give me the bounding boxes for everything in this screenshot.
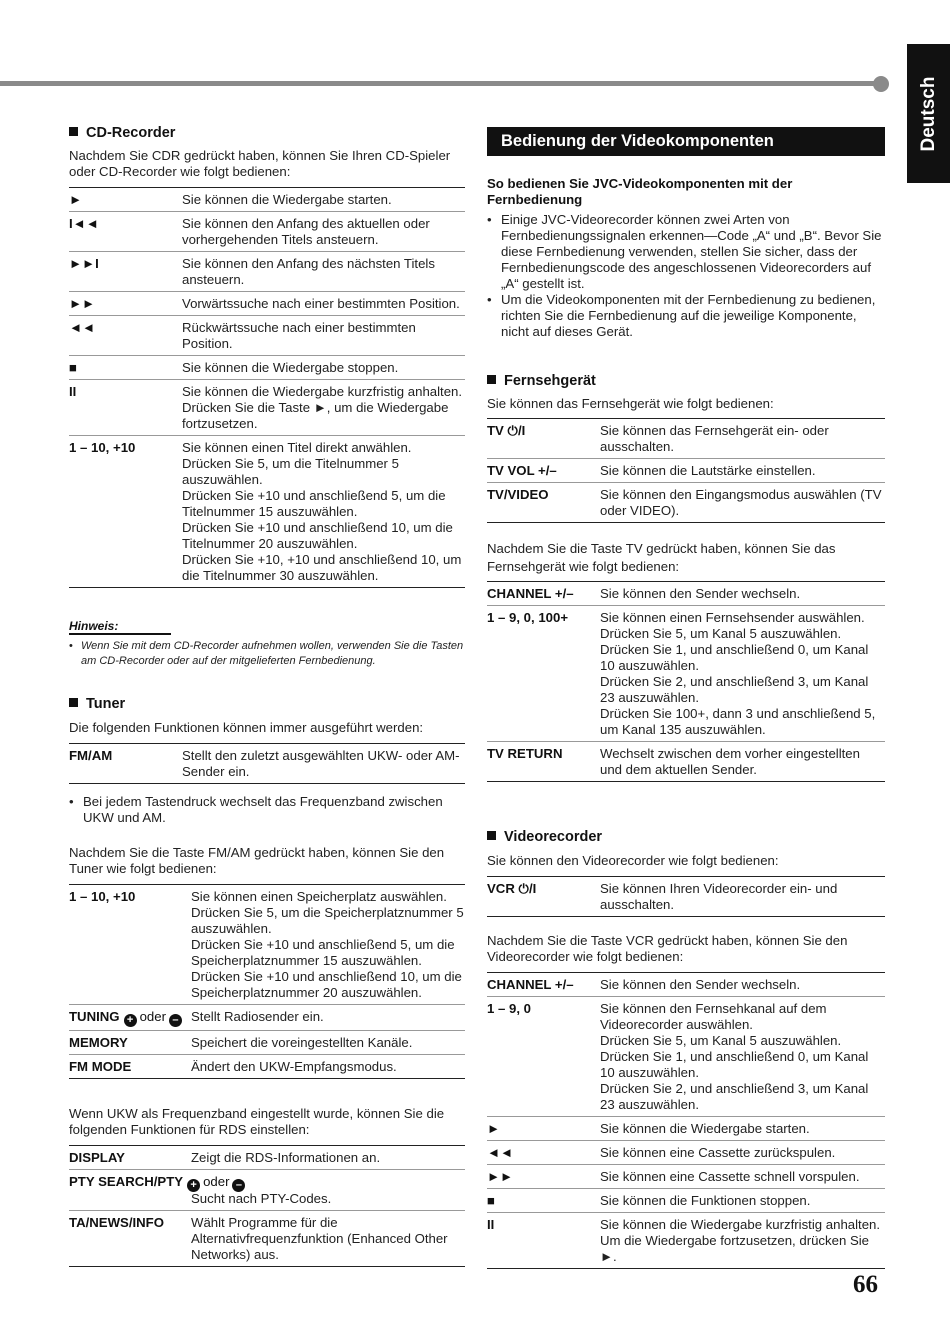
vcr-functions-table — [487, 972, 885, 1269]
table-row — [487, 482, 885, 522]
square-bullet-icon — [69, 127, 78, 136]
jvc-bullet-list — [487, 212, 885, 340]
tuner-bullet: • Bei jedem Tastendruck wechselt das Frequenzband zwischen UKW und AM. — [69, 794, 465, 826]
row-description: Sie können den Sender wechseln. — [600, 977, 801, 992]
table-row — [487, 741, 885, 781]
row-description: Sie können den Fernsehkanal auf dem Videorecorder auswählen. Drücken Sie 5, um Kanal 5 auszuwählen. Drücken Sie 1, und anschließend 0, um Kanal 10 auszuwählen. Drücken Sie 2, und anschließend 3, um Kanal 23 auszuwählen. — [600, 1001, 869, 1112]
minus-circle-icon: – — [232, 1179, 245, 1192]
table-row — [69, 435, 465, 587]
tuner-heading: Tuner — [69, 696, 125, 712]
table-row — [69, 1030, 465, 1054]
row-description: Sie können das Fernsehgerät ein- oder ausschalten. — [600, 423, 829, 454]
row-description: Speichert die voreingestellten Kanäle. — [191, 1035, 413, 1050]
row-description: Stellt Radiosender ein. — [191, 1009, 324, 1024]
table-row — [487, 1116, 885, 1140]
row-key: ► — [69, 192, 83, 207]
row-key: FM/AM — [69, 748, 113, 763]
plus-circle-icon: + — [187, 1179, 200, 1192]
row-description: Ändert den UKW-Empfangsmodus. — [191, 1059, 397, 1074]
square-bullet-icon — [487, 831, 496, 840]
row-key: CHANNEL +/– — [487, 977, 574, 992]
jvc-bullet: • Einige JVC-Videorecorder können zwei Arten von Fernbedienungssignalen erkennen—Code „A“ und „B“. Bevor Sie diese Fernbedienung verwenden, stellen Sie sicher, dass der Fernbedienungscode des angeschlossenen Videorecorders auf „A“ gestellt ist. — [487, 212, 885, 292]
table-row — [487, 1212, 885, 1268]
tv-heading: Fernsehgerät — [487, 373, 596, 389]
table-row — [69, 211, 465, 251]
row-description: Sucht nach PTY-Codes. — [191, 1191, 332, 1206]
table-row — [487, 419, 885, 458]
header-rule — [0, 81, 876, 86]
row-description: Sie können einen Titel direkt anwählen. Drücken Sie 5, um die Titelnummer 5 auszuwählen. Drücken Sie +10 und anschließend 5, um die Titelnummer 15 auszuwählen. Drücken Sie +10 und anschließend 10, um die Titelnummer 20 auszuwählen. Drücken Sie +10, +10 und anschließend 10, um die Titelnummer 30 auszuwählen. — [182, 440, 462, 583]
row-key: ◄◄ — [487, 1145, 514, 1160]
row-key: ◄◄ — [69, 320, 96, 335]
vcr-intro: Sie können den Videorecorder wie folgt bedienen: — [487, 853, 779, 868]
row-key: CHANNEL +/– — [487, 586, 574, 601]
table-row — [69, 291, 465, 315]
or-text: oder — [139, 1009, 166, 1024]
table-row — [487, 582, 885, 605]
vcr-basic-table — [487, 876, 885, 917]
tuner-functions-table — [69, 884, 465, 1079]
table-row — [487, 458, 885, 482]
table-row — [487, 1164, 885, 1188]
row-key: TV RETURN — [487, 746, 563, 761]
row-description: Sie können einen Speicherplatz auswählen. Drücken Sie 5, um die Speicherplatznummer 5 auszuwählen. Drücken Sie +10 und anschließend 5, um die Speicherplatznummer 15 auszuwählen. Drücken Sie +10 und anschließend 10, um die Speicherplatznummer 20 auszuwählen. — [191, 889, 464, 1000]
tv-intro: Sie können das Fernsehgerät wie folgt bedienen: — [487, 396, 774, 411]
row-description: Sie können die Wiedergabe kurzfristig anhalten. Drücken Sie die Taste ►, um die Wiedergabe fortzusetzen. — [182, 384, 463, 431]
table-row — [69, 355, 465, 379]
tv-intro-2: Nachdem Sie die Taste TV gedrückt haben, können Sie das Fernsehgerät wie folgt bedienen: — [487, 541, 836, 574]
tuner-always-table — [69, 743, 465, 784]
row-key: 1 – 10, +10 — [69, 440, 136, 455]
row-key: II — [487, 1217, 495, 1232]
row-description: Sie können die Wiedergabe starten. — [182, 192, 392, 207]
note-label: Hinweis: — [69, 619, 119, 633]
table-row — [69, 1169, 465, 1210]
jvc-bullet: • Um die Videokomponenten mit der Fernbedienung zu bedienen, richten Sie die Fernbedienung auf die jeweilige Komponente, nicht auf dieses Gerät. — [487, 292, 885, 340]
table-row — [487, 1188, 885, 1212]
section-title-bar: Bedienung der Videokomponenten — [487, 127, 885, 156]
row-key: ■ — [487, 1193, 495, 1208]
rds-functions-table — [69, 1145, 465, 1267]
header-rule-dot — [873, 76, 889, 92]
language-tab-label: Deutsch — [917, 76, 939, 151]
row-description: Zeigt die RDS-Informationen an. — [191, 1150, 381, 1165]
row-description: Wählt Programme für die Alternativfrequenzfunktion (Enhanced Other Networks) aus. — [191, 1215, 448, 1262]
row-description: Sie können den Anfang des nächsten Titels ansteuern. — [182, 256, 435, 287]
row-key: TUNING + oder – — [69, 1009, 191, 1027]
cd-recorder-heading: CD-Recorder — [69, 125, 175, 141]
table-row — [69, 885, 465, 1004]
row-key: PTY SEARCH/PTY + oder – — [69, 1174, 465, 1192]
table-row — [69, 251, 465, 291]
or-text: oder — [203, 1174, 230, 1189]
row-key: DISPLAY — [69, 1150, 125, 1165]
row-description: Vorwärtssuche nach einer bestimmten Position. — [182, 296, 460, 311]
row-key: II — [69, 384, 77, 399]
table-row — [69, 315, 465, 355]
table-row — [487, 877, 885, 916]
row-description: Sie können eine Cassette zurückspulen. — [600, 1145, 836, 1160]
table-row — [69, 1054, 465, 1078]
minus-circle-icon: – — [169, 1014, 182, 1027]
row-key: ►► — [69, 296, 96, 311]
row-key: 1 – 9, 0 — [487, 1001, 531, 1016]
table-row — [69, 1004, 465, 1030]
rds-intro: Wenn UKW als Frequenzband eingestellt wurde, können Sie die folgenden Funktionen für RDS einstellen: — [69, 1106, 445, 1137]
row-key: TV ⏻/I — [487, 423, 526, 438]
row-description: Sie können den Anfang des aktuellen oder vorhergehenden Titels ansteuern. — [182, 216, 430, 247]
cd-functions-table — [69, 187, 465, 588]
vcr-heading: Videorecorder — [487, 829, 602, 845]
table-row — [69, 1210, 465, 1266]
row-description: Stellt den zuletzt ausgewählten UKW- oder AM-Sender ein. — [182, 748, 460, 779]
row-description: Sie können die Funktionen stoppen. — [600, 1193, 811, 1208]
plus-circle-icon: + — [124, 1014, 137, 1027]
row-description: Sie können die Wiedergabe starten. — [600, 1121, 810, 1136]
table-row — [487, 973, 885, 996]
vcr-intro-2: Nachdem Sie die Taste VCR gedrückt haben, können Sie den Videorecorder wie folgt bedienen: — [487, 933, 848, 964]
row-key: ► — [487, 1121, 501, 1136]
table-row — [69, 744, 465, 783]
table-row — [69, 379, 465, 435]
tv-basic-table — [487, 418, 885, 523]
table-row — [487, 1140, 885, 1164]
table-row — [69, 1146, 465, 1169]
row-key: 1 – 10, +10 — [69, 889, 136, 904]
row-description: Sie können einen Fernsehsender auswählen. Drücken Sie 5, um Kanal 5 auszuwählen. Drücken Sie 1, und anschließend 0, um Kanal 10 auszuwählen. Drücken Sie 2, und anschließend 3, um Kanal 23 auszuwählen. Drücken Sie 100+, dann 3 und anschließend 5, um Kanal 135 auszuwählen. — [600, 610, 876, 737]
language-tab — [907, 44, 950, 183]
square-bullet-icon — [487, 375, 496, 384]
row-key: I◄◄ — [69, 216, 99, 231]
page-number: 66 — [853, 1271, 878, 1298]
row-key: TV VOL +/– — [487, 463, 557, 478]
table-row — [487, 605, 885, 741]
row-description: Sie können den Sender wechseln. — [600, 586, 801, 601]
cd-intro: Nachdem Sie CDR gedrückt haben, können Sie Ihren CD-Spieler oder CD-Recorder wie folgt bedienen: — [69, 148, 451, 179]
row-key: TV/VIDEO — [487, 487, 549, 502]
table-row — [69, 188, 465, 211]
row-description: Sie können den Eingangsmodus auswählen (TV oder VIDEO). — [600, 487, 882, 518]
row-description: Wechselt zwischen dem vorher eingestellten und dem aktuellen Sender. — [600, 746, 860, 777]
tuner-intro: Die folgenden Funktionen können immer ausgeführt werden: — [69, 720, 424, 735]
tuner-bullet-list — [69, 794, 465, 826]
row-description: Sie können Ihren Videorecorder ein- und ausschalten. — [600, 881, 838, 912]
tuner-intro-2: Nachdem Sie die Taste FM/AM gedrückt haben, können Sie den Tuner wie folgt bedienen: — [69, 845, 445, 876]
row-key: ■ — [69, 360, 77, 375]
note-underline — [69, 633, 171, 635]
row-key: ►► — [487, 1169, 514, 1184]
row-key: ►►I — [69, 256, 99, 271]
jvc-subheading: So bedienen Sie JVC-Videokomponenten mit der Fernbedienung — [487, 176, 793, 207]
row-key: VCR ⏻/I — [487, 881, 537, 896]
row-key: 1 – 9, 0, 100+ — [487, 610, 569, 625]
row-key: MEMORY — [69, 1035, 128, 1050]
note-text: • Wenn Sie mit dem CD-Recorder aufnehmen wollen, verwenden Sie die Tasten am CD-Recorder oder auf der mitgelieferten Fernbedienung. — [69, 639, 465, 669]
row-key: TA/NEWS/INFO — [69, 1215, 164, 1230]
row-key: FM MODE — [69, 1059, 132, 1074]
tv-functions-table — [487, 581, 885, 782]
row-description: Sie können die Lautstärke einstellen. — [600, 463, 816, 478]
table-row — [487, 996, 885, 1116]
row-description: Sie können eine Cassette schnell vorspulen. — [600, 1169, 860, 1184]
row-description: Sie können die Wiedergabe stoppen. — [182, 360, 399, 375]
square-bullet-icon — [69, 698, 78, 707]
row-description: Sie können die Wiedergabe kurzfristig anhalten. Um die Wiedergabe fortzusetzen, drücken Sie ►. — [600, 1217, 881, 1264]
row-description: Rückwärtssuche nach einer bestimmten Position. — [182, 320, 416, 351]
